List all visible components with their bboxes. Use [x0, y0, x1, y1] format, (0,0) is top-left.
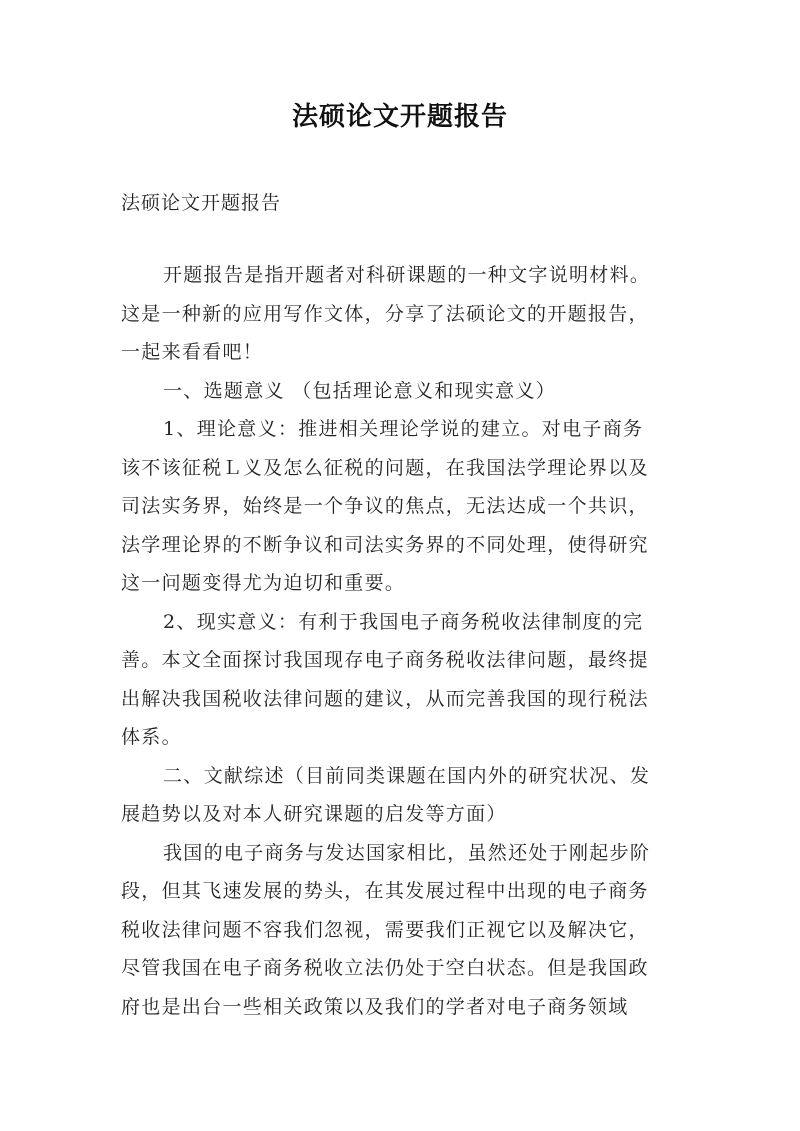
body-line: 法学理论界的不断争议和司法实务界的不同处理，使得研究 — [121, 533, 649, 556]
body-line: 一起来看看吧！ — [121, 341, 264, 363]
body-line: 出解决我国税收法律问题的建议，从而完善我国的现行税法 — [121, 687, 649, 710]
document-body — [121, 256, 696, 1026]
document-subtitle: 法硕论文开题报告 — [121, 192, 282, 214]
body-line: 司法实务界，始终是一个争议的焦点，无法达成一个共识， — [121, 495, 649, 517]
body-line: 展趋势以及对本人研究课题的启发等方面） — [121, 803, 507, 825]
body-line: 这是一种新的应用写作文体，分享了法硕论文的开题报告， — [121, 302, 649, 325]
body-line: 段，但其飞速发展的势头，在其发展过程中出现的电子商务 — [121, 880, 649, 902]
body-line: 开题报告是指开题者对科研课题的一种文字说明材料。 — [163, 264, 651, 286]
body-line: 税收法律问题不容我们忽视，需要我们正视它以及解决它， — [121, 918, 649, 941]
body-line: 二、文献综述（目前同类课题在国内外的研究状况、发 — [163, 764, 651, 787]
body-line: 我国的电子商务与发达国家相比，虽然还处于刚起步阶 — [163, 841, 651, 864]
body-line: 府也是出台一些相关政策以及我们的学者对电子商务领域 — [121, 995, 629, 1018]
body-line: 这一问题变得尤为迫切和重要。 — [121, 572, 406, 594]
body-line: 尽管我国在电子商务税收立法仍处于空白状态。但是我国政 — [121, 957, 649, 979]
body-line: 善。本文全面探讨我国现存电子商务税收法律问题，最终提 — [121, 649, 649, 671]
body-line: 1、理论意义：推进相关理论学说的建立。对电子商务 — [163, 418, 644, 440]
document-title: 法硕论文开题报告 — [291, 102, 508, 132]
body-line: 该不该征税Ｌ义及怎么征税的问题，在我国法学理论界以及 — [121, 456, 649, 479]
body-line: 体系。 — [121, 726, 182, 748]
body-line: 2、现实意义：有利于我国电子商务税收法律制度的完 — [163, 610, 644, 633]
body-line: 一、选题意义 （包括理论意义和现实意义） — [163, 379, 557, 402]
